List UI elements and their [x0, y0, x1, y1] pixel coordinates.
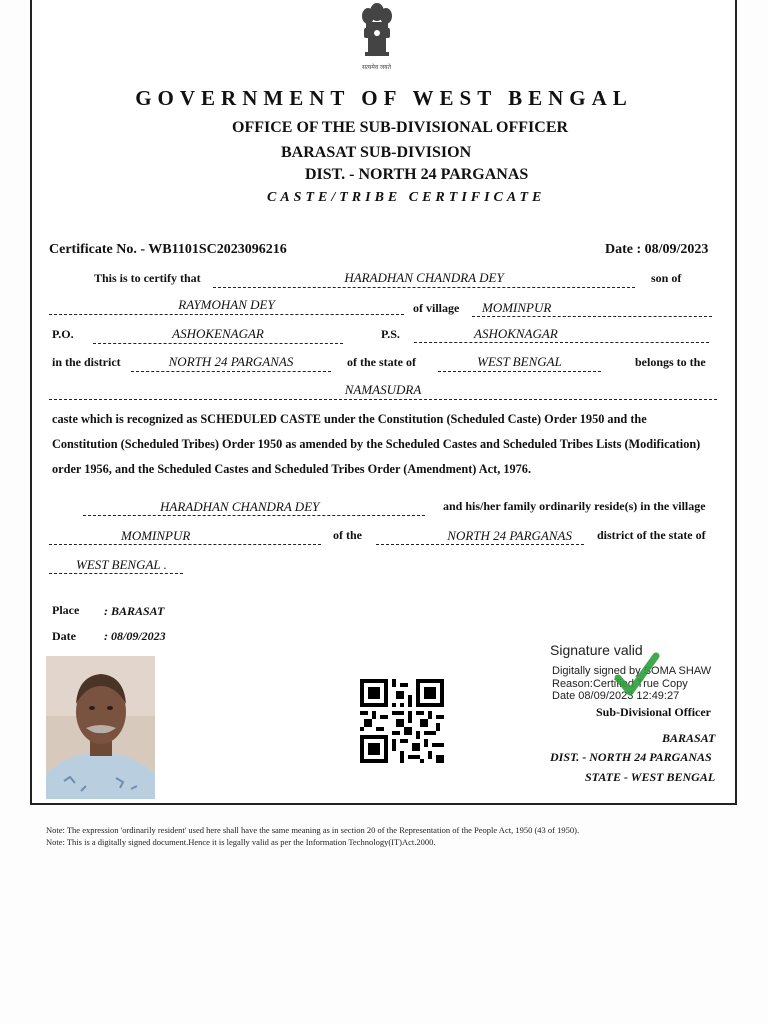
district-of-state-label: district of the state of — [597, 528, 706, 542]
caste-recognition-line-3: order 1956, and the Scheduled Castes and Scheduled Tribes Order (Amendment) Act, 1976. — [52, 462, 532, 476]
signature-reason-text: Reason:Certified True Copy — [552, 678, 688, 690]
note-digitally-signed: Note: This is a digitally signed document.Hence it is legally valid as per the Information Technology(IT)Act.2000. — [46, 837, 436, 847]
po-field: ASHOKENAGAR — [93, 325, 343, 344]
designation: Sub-Divisional Officer — [596, 705, 712, 719]
district-field: NORTH 24 PARGANAS — [131, 353, 331, 372]
ps-field: ASHOKNAGAR — [414, 325, 709, 343]
certificate-date: Date : 08/09/2023 — [605, 242, 709, 257]
caste-recognition-line-1: caste which is recognized as SCHEDULED CASTE under the Constitution (Scheduled Caste) Order 1950 and the — [52, 412, 647, 426]
government-title: GOVERNMENT OF WEST BENGAL — [135, 86, 633, 110]
village-label: of village — [413, 301, 460, 315]
subdivision-title: BARASAT SUB-DIVISION — [281, 144, 472, 161]
belongs-label: belongs to the — [635, 355, 706, 369]
signature-valid-label: Signature valid — [550, 642, 643, 658]
emblem-caption: सत्यमेव जयते — [362, 65, 392, 71]
state-field: WEST BENGAL — [438, 353, 601, 372]
signature-place: BARASAT — [662, 731, 716, 745]
resident-name-field: HARADHAN CHANDRA DEY — [83, 498, 425, 516]
qr-code — [360, 679, 444, 763]
place-label: Place — [52, 603, 80, 617]
certificate-type-title: CASTE/TRIBE CERTIFICATE — [267, 190, 546, 205]
note-ordinarily-resident: Note: The expression 'ordinarily resident' used here shall have the same meaning as in section 20 of the Representation of the People Act, 1950 (43 of 1950). — [46, 825, 580, 835]
po-label: P.O. — [52, 327, 74, 341]
resident-village-field: MOMINPUR — [49, 527, 321, 545]
office-title: OFFICE OF THE SUB-DIVISIONAL OFFICER — [232, 119, 569, 136]
of-the-label: of the — [333, 528, 362, 542]
signature-state: STATE - WEST BENGAL — [585, 770, 716, 784]
date-value: : 08/09/2023 — [104, 629, 166, 643]
date-label: Date — [52, 629, 76, 643]
signature-district: DIST. - NORTH 24 PARGANAS — [550, 750, 712, 764]
holder-name-field: HARADHAN CHANDRA DEY — [213, 269, 635, 288]
signature-date-text: Date 08/09/2023 12:49:27 — [552, 690, 680, 702]
signature-check-icon — [612, 650, 662, 700]
certificate-number: Certificate No. - WB1101SC2023096216 — [49, 242, 287, 257]
certify-label: This is to certify that — [94, 271, 201, 285]
state-label: of the state of — [347, 355, 416, 369]
resident-state-field: WEST BENGAL . — [49, 556, 183, 574]
resident-district-field: NORTH 24 PARGANAS — [376, 527, 584, 545]
signed-by-text: Digitally signed by SOMA SHAW — [552, 665, 712, 677]
village-field: MOMINPUR — [472, 299, 712, 317]
son-of-label: son of — [651, 271, 682, 285]
caste-field: NAMASUDRA — [49, 381, 717, 400]
district-label: in the district — [52, 355, 121, 369]
ps-label: P.S. — [381, 327, 400, 341]
district-title: DIST. - NORTH 24 PARGANAS — [305, 166, 529, 183]
caste-recognition-line-2: Constitution (Scheduled Tribes) Order 1950 as amended by the Scheduled Castes and Scheduled Tribes Lists (Modification) — [52, 437, 701, 451]
father-name-field: RAYMOHAN DEY — [49, 296, 404, 315]
reside-label: and his/her family ordinarily reside(s) in the village — [443, 499, 706, 513]
holder-photo — [46, 656, 155, 799]
place-value: : BARASAT — [104, 604, 165, 618]
